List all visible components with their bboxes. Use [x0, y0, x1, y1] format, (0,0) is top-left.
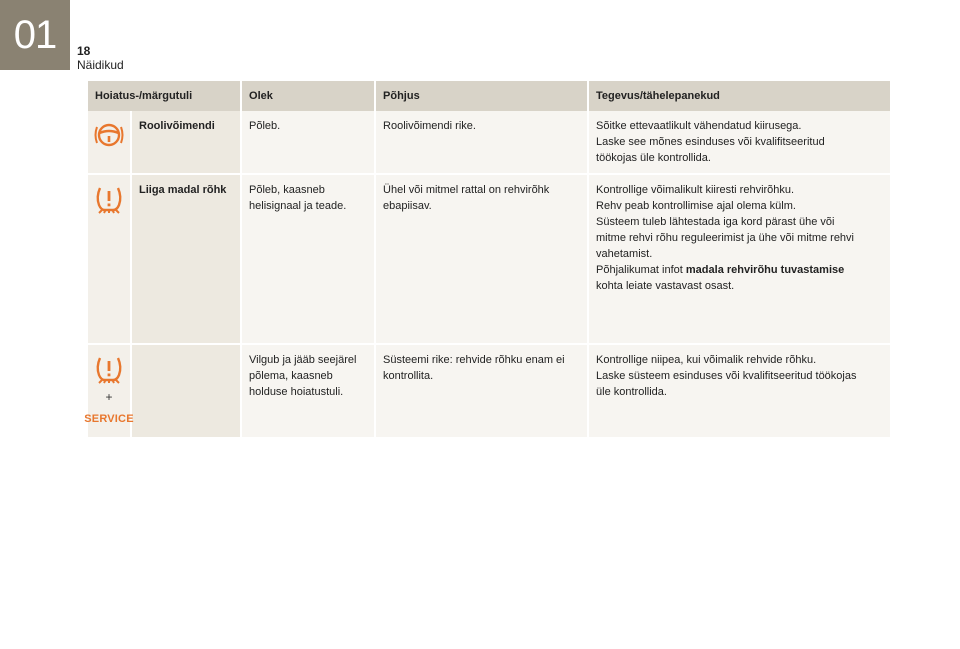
action-cell: Kontrollige võimalikult kiiresti rehvirõhku. Rehv peab kontrollimise ajal olema külm. Süsteem tuleb lähtestada iga kord pärast ühe või mitme rehvi rõhu reguleerimist ja ühe või mitme rehvi vahetamist. Põhjalikumat infot madala rehvirõhu tuvastamise kohta leiate vastavast osast.	[588, 174, 891, 344]
icon-cell	[84, 344, 134, 438]
icon-cell	[88, 111, 131, 174]
action-cell: Kontrollige niipea, kui võimalik rehvide rõhku. Laske süsteem esinduses või kvalifitseeritud töökojas üle kontrollida.	[588, 344, 891, 438]
indicator-name	[131, 344, 241, 438]
icon-cell	[88, 174, 131, 344]
indicator-name: Liiga madal rõhk	[131, 174, 241, 344]
table-row	[88, 111, 891, 174]
plus-sign: +	[105, 390, 113, 404]
header-indicator: Hoiatus-/märgutuli	[88, 81, 241, 111]
header-state: Olek	[241, 81, 375, 111]
section-title: Näidikud	[77, 58, 124, 72]
state-cell: Vilgub ja jääb seejärel põlema, kaasneb holduse hoiatustuli.	[241, 344, 375, 438]
state-cell: Põleb.	[241, 111, 375, 174]
header-cause: Põhjus	[375, 81, 588, 111]
page-number: 18	[77, 44, 91, 58]
header-action: Tegevus/tähelepanekud	[588, 81, 891, 111]
steering-wheel-warning-icon	[94, 121, 124, 149]
state-cell: Põleb, kaasneb helisignaal ja teade.	[241, 174, 375, 344]
table-row	[88, 344, 891, 438]
warning-lights-table	[84, 81, 892, 439]
cause-cell: Ühel või mitmel rattal on rehvirõhk ebapiisav.	[375, 174, 588, 344]
table-header-row	[88, 81, 891, 111]
table-row	[88, 174, 891, 344]
cause-cell: Roolivõimendi rike.	[375, 111, 588, 174]
indicator-name: Roolivõimendi	[131, 111, 241, 174]
reference-link-text: madala rehvirõhu tuvastamise	[685, 264, 845, 276]
action-cell: Sõitke ettevaatlikult vähendatud kiirusega. Laske see mõnes esinduses või kvalifitseeritud töökojas üle kontrollida.	[588, 111, 891, 174]
chapter-tab	[0, 0, 70, 70]
chapter-number: 01	[13, 12, 57, 57]
tyre-pressure-warning-icon	[93, 355, 125, 385]
tyre-pressure-warning-icon	[93, 185, 125, 215]
service-warning-icon: SERVICE	[84, 413, 134, 425]
cause-cell: Süsteemi rike: rehvide rõhku enam ei kontrollita.	[375, 344, 588, 438]
